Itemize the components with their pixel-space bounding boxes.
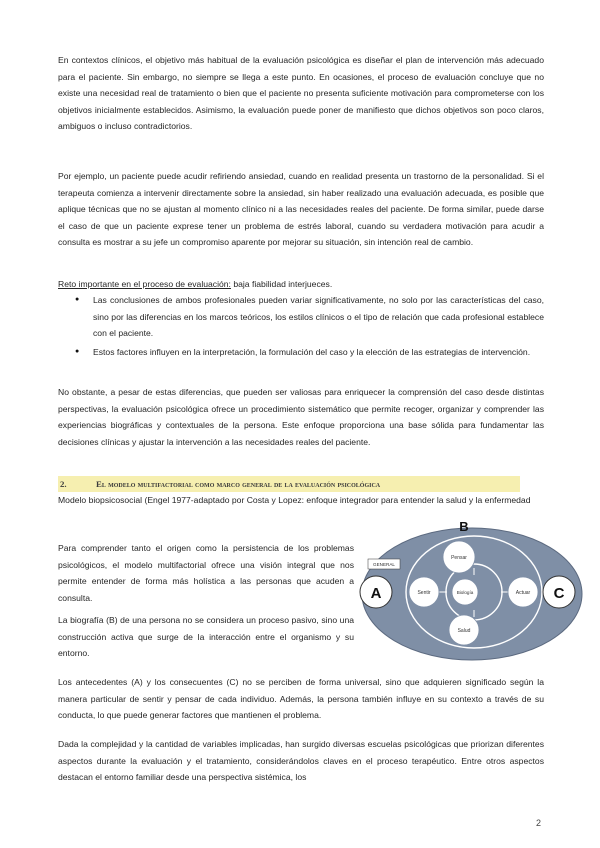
paragraph-biography: La biografía (B) de una persona no se considera un proceso pasivo, sino una construcción activa que surge de la interacción entre el organismo y su entorno. xyxy=(58,615,354,659)
list-item: ● Las conclusiones de ambos profesionales pueden variar significativamente, no solo por las características del caso, sino por las diferencias en los marcos teóricos, los estilos clínicos o el tipo de relación que cada profesional establece con el paciente. xyxy=(58,292,544,342)
section-heading xyxy=(58,476,520,492)
label-a: A xyxy=(370,585,382,602)
reto-text: baja fiabilidad interjueces. xyxy=(230,279,333,289)
section-title: El modelo multifactorial como marco general de la evaluación psicológica xyxy=(96,479,381,489)
page-number: 2 xyxy=(536,818,542,828)
label-c: C xyxy=(553,585,565,602)
node-act-label: Actuar xyxy=(515,590,531,596)
paragraph-example: Por ejemplo, un paciente puede acudir refiriendo ansiedad, cuando en realidad presenta un trastorno de la personalidad. Si el terapeuta comienza a intervenir directamente sobre la ansiedad, sin haber realizado una evaluación adecuada, es posible que aplique técnicas que no se ajustan al momento clínico ni a las necesidades reales del paciente. De forma similar, puede darse el caso de que un paciente exprese tener un problema de estrés laboral, cuando su verdadera motivación para acudir a consulta es mostrar a su jefe un compromiso aparente por mejorar su situación, sin intención real de cambio. xyxy=(58,171,544,248)
abc-diagram xyxy=(354,520,584,662)
section-number: 2. xyxy=(60,479,67,489)
general-tag-label: GENERAL xyxy=(373,562,395,567)
paragraph-schools: Dada la complejidad y la cantidad de variables implicadas, han surgido diversas escuelas psicológicas que priorizan diferentes aspectos durante la evaluación y el tratamiento, considerándolos claves en el proceso terapéutico. Entre otros aspectos destacan el entorno familiar desde una perspectiva sistémica, los xyxy=(58,739,544,783)
reto-label: Reto importante en el proceso de evaluación: xyxy=(58,279,231,289)
node-center-label: Biología xyxy=(456,590,474,595)
paragraph-biopsychosocial: Modelo biopsicosocial (Engel 1977-adaptado por Costa y Lopez: enfoque integrador para entender la salud y la enfermedad xyxy=(58,495,531,505)
paragraph-nevertheless: No obstante, a pesar de estas diferencias, que pueden ser valiosas para enriquecer la comprensión del caso desde distintas perspectivas, la evaluación psicológica ofrece un procedimiento sistemático que permite recoger, organizar y comprender las experiencias biográficas y contextuales de la persona. Este enfoque proporciona una base sólida para fundamentar las decisiones clínicas y ajustar la intervención a las necesidades reales del paciente. xyxy=(58,387,544,447)
label-b: B xyxy=(459,520,469,534)
node-health-label: Salud xyxy=(457,628,471,634)
bullet-list xyxy=(58,292,544,362)
paragraph-antecedents: Los antecedentes (A) y los consecuentes (C) no se perciben de forma universal, sino que adquieren significado según la manera particular de sentir y pensar de cada individuo. Además, la persona también influye en su contexto a través de su conducta, lo que puede generar factores que mantienen el problema. xyxy=(58,677,544,721)
node-feel-label: Sentir xyxy=(417,590,431,596)
paragraph-clinical-objective: En contextos clínicos, el objetivo más habitual de la evaluación psicológica es diseñar el plan de intervención más adecuado para el paciente. Sin embargo, no siempre se llega a este punto. En ocasiones, el proceso de evaluación concluye que no existe una necesidad real de tratamiento o bien que el paciente no presenta suficiente motivación para comprometerse con los objetivos inicialmente establecidos. Asimismo, la evaluación puede poner de manifiesto que dichos objetivos son poco claros, ambiguos o incluso contradictorios. xyxy=(58,55,544,132)
list-item: ● Estos factores influyen en la interpretación, la formulación del caso y la elección de las estrategias de intervención. xyxy=(58,344,544,361)
reto-line xyxy=(58,276,544,293)
node-think-label: Pensar xyxy=(451,555,467,561)
paragraph-multifactorial: Para comprender tanto el origen como la persistencia de los problemas psicológicos, el modelo multifactorial ofrece una visión integral que nos permite entender de forma más holística a las personas que acuden a consulta. xyxy=(58,543,354,603)
